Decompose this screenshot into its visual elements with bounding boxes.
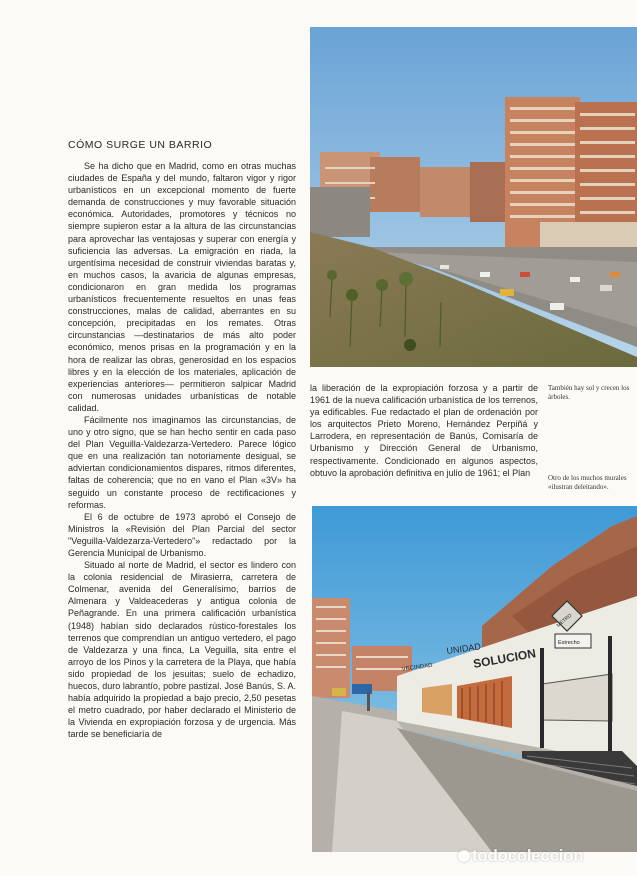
metro-sign-text: Estrecho (558, 640, 580, 646)
watermark (458, 846, 583, 866)
body-paragraph: Situado al norte de Madrid, el sector es lindero con la colonia residencial de Mirasierra, carretera de Colmenar, avenida del Generalísimo, barrios de Almenara y Valdeacederas y antigua colonia de Peñagrande. En una primera calificación urbanística (1948) habían sido declarados rústico-forestales los terrenos que comprendían un antiguo vertedero, el pago de Valdezarza y una finca, La Veguilla, sita entre el arroyo de los Pinos y la carretera de la Playa, que había sido propiedad de los jesuitas; suelo de echadizo, huecos, duro labrantío, pobre pastizal. José Banús, S. A. había adquirido la propiedad a bajo precio, 2,50 pesetas el metro cuadrado, por haber declarado el Ministerio de la Vivienda en expropiación forzosa y de urgencia. Más tarde se beneficiaría de (68, 560, 296, 740)
middle-text-column (310, 382, 538, 479)
photo-caption-trees: También hay sol y crecen los árboles. (548, 384, 630, 401)
body-paragraph: El 6 de octubre de 1973 aprobó el Consejo de Ministros la «Revisión del Plan Parcial del sector "Veguilla-Valdezarza-Vertedero"» redactado por la Gerencia Municipal de Urbanismo. (68, 511, 296, 558)
metro-logo-text: METRO (555, 612, 574, 629)
left-text-column (68, 160, 296, 741)
body-paragraph: la liberación de la expropiación forzosa y a partir de 1961 de la nueva calificación urbanística de los terrenos, ya edificables. Fue redactado el plan de ordenación por los arquitectos Prieto Moreno, Hernández Perpiñá y Larrodera, en representación de Banús, Comisaría de Urbanismo y Dirección General de Urbanismo, respectivamente. Condicionado en algunos aspectos, obtuvo la aprobación definitiva en julio de 1961; el Plan (310, 383, 538, 478)
body-paragraph: Fácilmente nos imaginamos las circunstancias, de uno y otro signo, que se han hecho sentir en cada paso del Plan Veguilla-Valdezarza-Vertedero. Parece lógico que en una realización tan notoriamente desigual, se adviertan condicionamientos dispares, ritmos diferentes, faltas de coherencia; que no en vano el Plan «3V» ha seguido un constante proceso de rectificaciones y reformas. (68, 414, 296, 510)
watermark-text: todocoleccion (472, 846, 584, 865)
section-heading: CÓMO SURGE UN BARRIO (68, 139, 213, 151)
photo-caption-murals: Otro de los muchos murales «ilustran deleitando». (548, 474, 627, 491)
mural-word-unidad: UNIDAD (445, 641, 482, 656)
watermark-logo-icon (458, 850, 470, 862)
mural-word-solucion: SOLUCION (472, 646, 537, 671)
mural-word-vecindad: VECINDAD (401, 662, 433, 673)
body-paragraph: Se ha dicho que en Madrid, como en otras muchas ciudades de España y del mundo, faltaron vigor y rigor urbanísticos en un excepcional momento de fuerte demanda de construcciones y muy favorable situación económica. Autoridades, promotores y técnicos no siempre supieron estar a la altura de las circunstancias para aprovechar las ventajosas y superar con energía y suficiencia las adversas. La emigración en riada, la urgentísima necesidad de construir viviendas baratas y, en muchos casos, la avaricia de algunas empresas, condicionaron en gran medida los programas urbanísticos frecuentemente resueltos en unas feas construcciones, malas de calidad, aberrantes en su concepción, precipitadas en los remates. Otras circunstancias —destinatarios de más alto poder económico, menos prisas en la programación y en la hora de realizar las obras, generosidad en los espacios libres y en la elección de los materiales, aplicación de experiencias anteriores— permitieron salpicar Madrid con numerosas unidades urbanísticas de notable calidad. (68, 161, 296, 413)
photo-mural-street (312, 506, 637, 852)
photo-apartment-blocks (310, 27, 637, 367)
